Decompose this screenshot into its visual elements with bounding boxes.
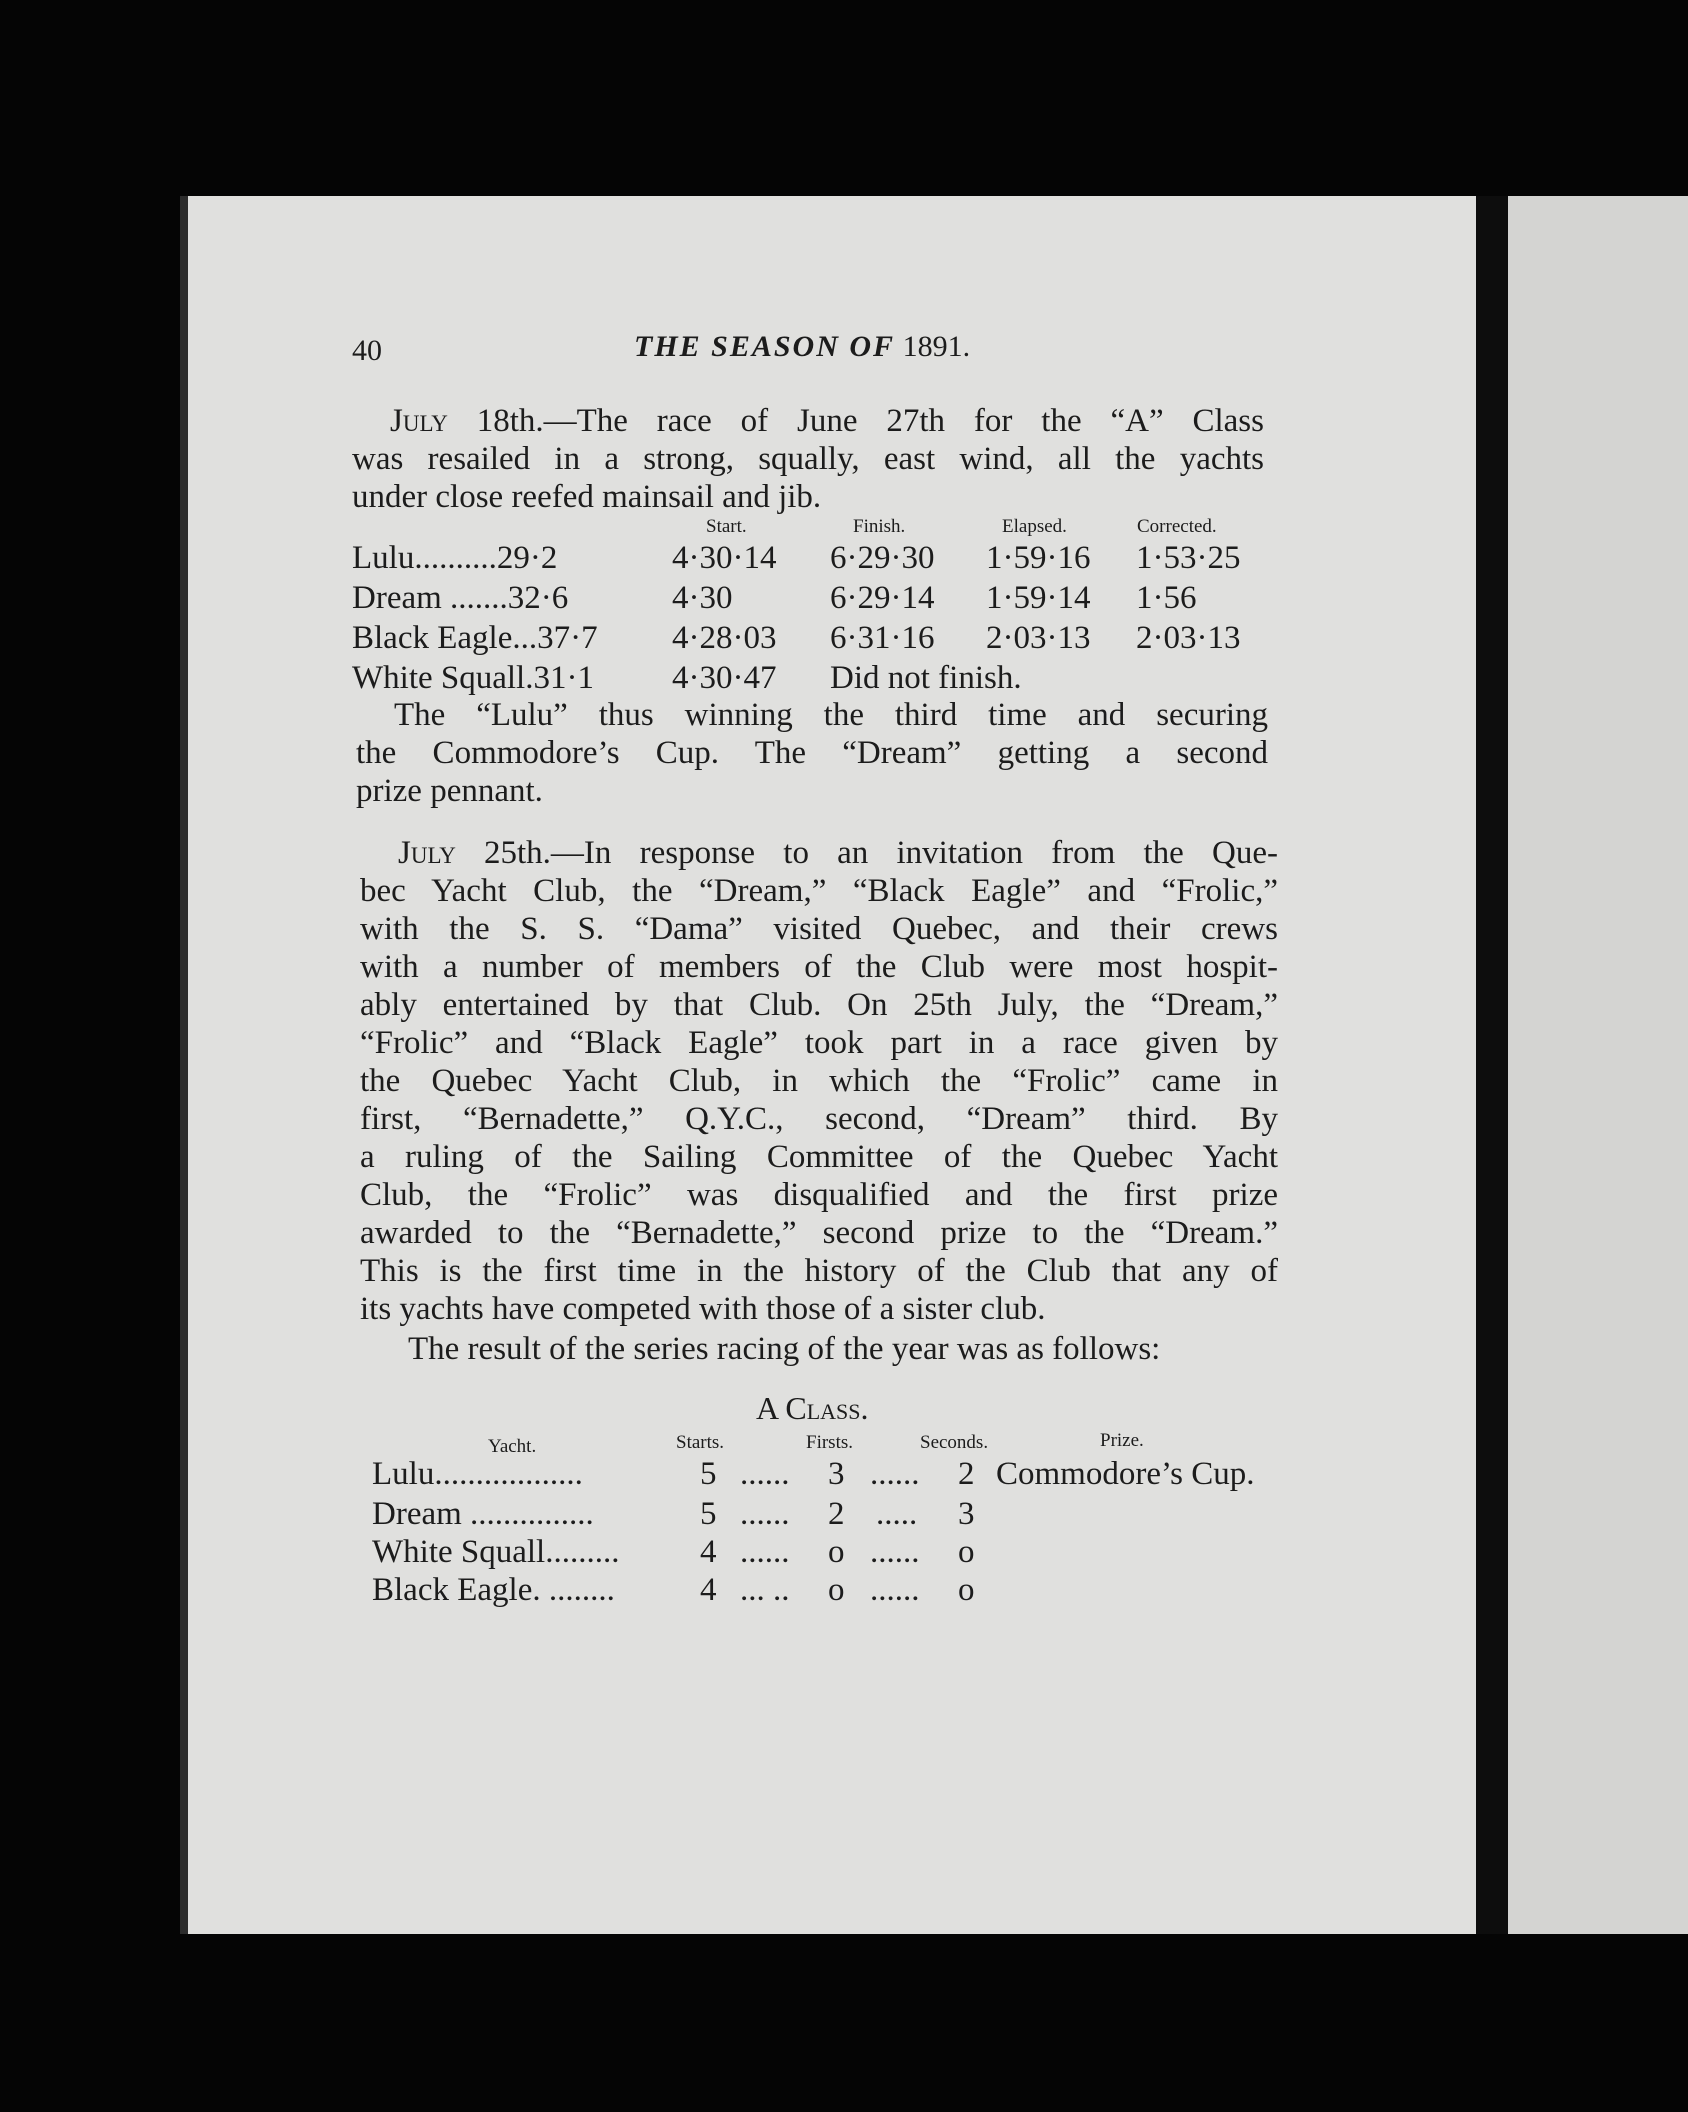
col-header-start: Start. — [706, 516, 747, 537]
text-line: the Quebec Yacht Club, in which the “Frolic” came in — [360, 1063, 1278, 1099]
col-header-firsts: Firsts. — [806, 1432, 853, 1453]
yacht-rating: Black Eagle...37·7 — [352, 620, 598, 656]
corrected-time: 2·03·13 — [1136, 620, 1241, 656]
text-line: a ruling of the Sailing Committee of the Quebec Yacht — [360, 1139, 1278, 1175]
text-line: was resailed in a strong, squally, east wind, all the yachts — [352, 441, 1264, 477]
leader-dots: ...... — [870, 1456, 920, 1492]
elapsed-time: 1·59·16 — [986, 540, 1091, 576]
yacht-name: Lulu.................. — [372, 1456, 583, 1492]
starts-count: 5 — [700, 1496, 717, 1532]
corrected-time: 1·56 — [1136, 580, 1197, 616]
date-lead: July — [390, 403, 448, 439]
yacht-name: Black Eagle. ........ — [372, 1572, 615, 1608]
seconds-count: o — [958, 1572, 975, 1608]
leader-dots: ...... — [740, 1496, 790, 1532]
text-line: bec Yacht Club, the “Dream,” “Black Eagle” and “Frolic,” — [360, 873, 1278, 909]
yacht-name: Dream ............... — [372, 1496, 594, 1532]
col-header-elapsed: Elapsed. — [1002, 516, 1067, 537]
seconds-count: 3 — [958, 1496, 975, 1532]
firsts-count: o — [828, 1572, 845, 1608]
col-header-starts: Starts. — [676, 1432, 725, 1453]
col-header-finish: Finish. — [853, 516, 906, 537]
text-line: with a number of members of the Club were most hospit- — [360, 949, 1278, 985]
text-line: “Frolic” and “Black Eagle” took part in a race given by — [360, 1025, 1278, 1061]
series-intro: The result of the series racing of the year was as follows: — [408, 1331, 1161, 1367]
date-lead: July — [398, 835, 456, 871]
firsts-count: 3 — [828, 1456, 845, 1492]
table-row — [0, 580, 1688, 620]
starts-count: 4 — [700, 1534, 717, 1570]
text-line: ably entertained by that Club. On 25th July, the “Dream,” — [360, 987, 1278, 1023]
start-time: 4·28·03 — [672, 620, 777, 656]
elapsed-time: 2·03·13 — [986, 620, 1091, 656]
finish-time: 6·31·16 — [830, 620, 935, 656]
book-spine — [1476, 196, 1508, 1934]
starts-count: 4 — [700, 1572, 717, 1608]
paragraph-july-18 — [352, 402, 1264, 516]
table-row — [0, 660, 1688, 700]
table-row — [0, 1572, 1688, 1612]
finish-time: 6·29·14 — [830, 580, 935, 616]
running-title — [634, 330, 970, 364]
elapsed-time: 1·59·14 — [986, 580, 1091, 616]
start-time: 4·30·47 — [672, 660, 777, 696]
yacht-name: White Squall......... — [372, 1534, 620, 1570]
leader-dots: ...... — [740, 1456, 790, 1492]
leader-dots: ...... — [740, 1534, 790, 1570]
text-line — [352, 402, 1264, 440]
text-span: 25th.—In response to an invitation from the Que- — [455, 835, 1278, 871]
firsts-count: 2 — [828, 1496, 845, 1532]
text-line — [360, 834, 1278, 872]
start-time: 4·30·14 — [672, 540, 777, 576]
class-title-letter: A — [756, 1390, 778, 1426]
paragraph-lulu-result — [356, 696, 1268, 810]
text-line: first, “Bernadette,” Q.Y.C., second, “Dream” third. By — [360, 1101, 1278, 1137]
seconds-count: o — [958, 1534, 975, 1570]
running-title-text: THE SEASON OF — [634, 330, 896, 363]
text-span: 18th.—The race of June 27th for the “A” Class — [447, 403, 1264, 439]
col-header-corrected: Corrected. — [1137, 516, 1217, 537]
start-time: 4·30 — [672, 580, 733, 616]
leader-dots: ..... — [876, 1496, 918, 1532]
table-row — [0, 1496, 1688, 1536]
yacht-rating: Dream .......32·6 — [352, 580, 569, 616]
leader-dots: ... .. — [740, 1572, 790, 1608]
page-number: 40 — [352, 334, 382, 367]
text-line: awarded to the “Bernadette,” second prize to the “Dream.” — [360, 1215, 1278, 1251]
yacht-rating: White Squall.31·1 — [352, 660, 594, 696]
text-line: the Commodore’s Cup. The “Dream” getting a second — [356, 735, 1268, 771]
text-line: with the S. S. “Dama” visited Quebec, and their crews — [360, 911, 1278, 947]
corrected-time: 1·53·25 — [1136, 540, 1241, 576]
starts-count: 5 — [700, 1456, 717, 1492]
finish-time: 6·29·30 — [830, 540, 935, 576]
facing-page-edge — [1508, 196, 1688, 1934]
prize-value: Commodore’s Cup. — [996, 1456, 1255, 1492]
class-table-title — [756, 1390, 868, 1427]
col-header-yacht: Yacht. — [488, 1436, 537, 1457]
text-line: This is the first time in the history of the Club that any of — [360, 1253, 1278, 1289]
text-line: its yachts have competed with those of a sister club. — [360, 1291, 1046, 1327]
firsts-count: o — [828, 1534, 845, 1570]
yacht-rating: Lulu..........29·2 — [352, 540, 558, 576]
col-header-prize: Prize. — [1100, 1430, 1144, 1451]
text-line: under close reefed mainsail and jib. — [352, 479, 822, 515]
text-line: The “Lulu” thus winning the third time and securing — [394, 697, 1268, 733]
paragraph-july-25 — [360, 834, 1278, 1328]
running-title-year: 1891. — [902, 330, 971, 363]
class-title-word: Class. — [785, 1390, 869, 1426]
table-row — [0, 1456, 1688, 1496]
text-line: Club, the “Frolic” was disqualified and the first prize — [360, 1177, 1278, 1213]
col-header-seconds: Seconds. — [920, 1432, 989, 1453]
table-row — [0, 620, 1688, 660]
leader-dots: ...... — [870, 1534, 920, 1570]
text-line: prize pennant. — [356, 773, 543, 809]
leader-dots: ...... — [870, 1572, 920, 1608]
table-row — [0, 540, 1688, 580]
finish-time: Did not finish. — [830, 660, 1022, 696]
seconds-count: 2 — [958, 1456, 975, 1492]
table-row — [0, 1534, 1688, 1574]
